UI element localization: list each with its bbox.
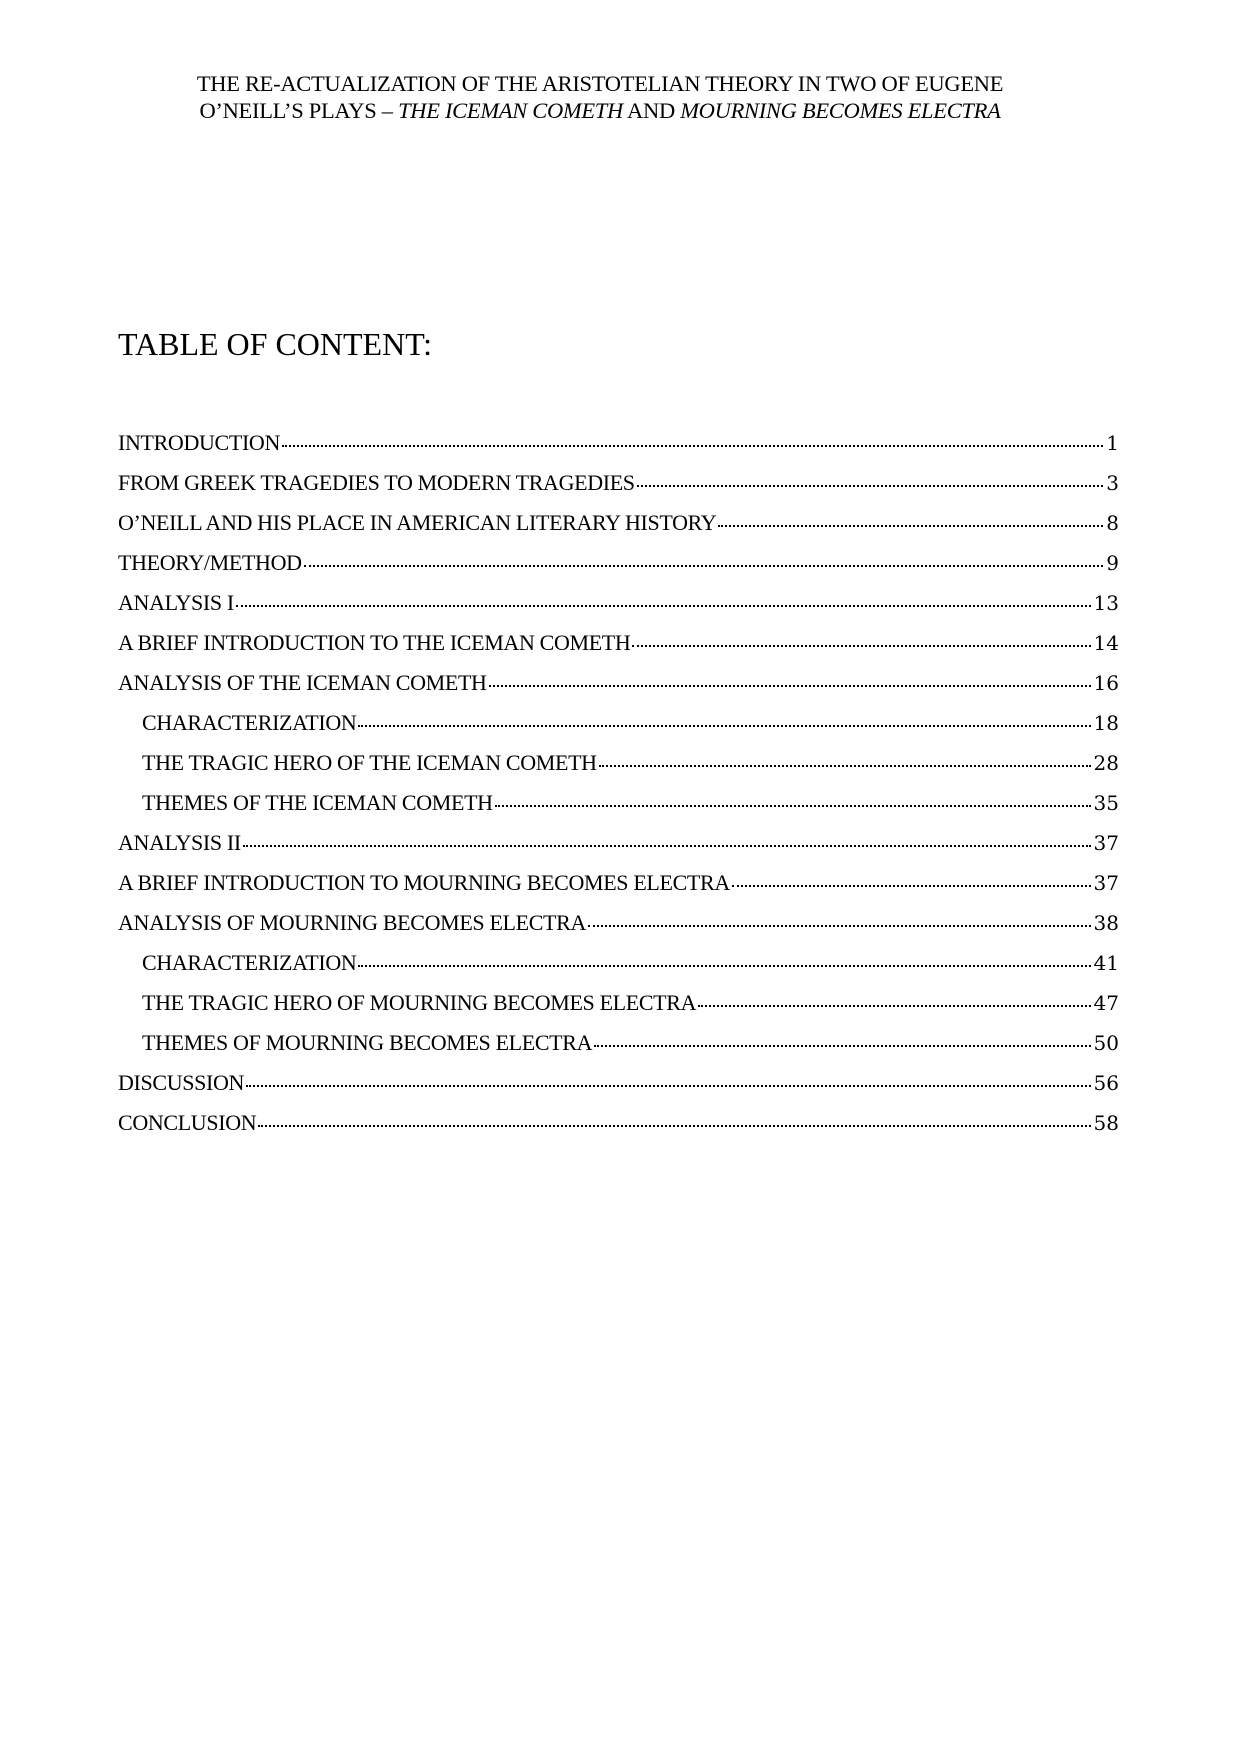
toc-entry-page: 18	[1093, 711, 1119, 735]
toc-entry-page: 56	[1093, 1071, 1119, 1095]
toc-entry-greek-to-modern[interactable]	[118, 463, 1119, 503]
dot-leader	[236, 605, 1091, 607]
title-line-2-prefix: O’NEILL’S PLAYS –	[199, 98, 399, 123]
toc-entry-page: 28	[1093, 751, 1119, 775]
title-line-2	[100, 97, 1100, 124]
toc-entry-theory-method[interactable]	[118, 543, 1119, 583]
dot-leader	[698, 1005, 1090, 1007]
toc-entry-page: 9	[1106, 551, 1119, 575]
toc-entry-characterization-iceman[interactable]	[118, 703, 1119, 743]
toc-entry-label: THEORY/METHOD	[118, 550, 302, 575]
toc-entry-page: 58	[1093, 1111, 1119, 1135]
toc-entry-themes-iceman[interactable]	[118, 783, 1119, 823]
document-title	[100, 70, 1100, 124]
dot-leader	[495, 805, 1091, 807]
play-title-iceman-cometh: THE ICEMAN COMETH	[398, 98, 623, 123]
toc-entry-page: 47	[1093, 991, 1119, 1015]
toc-entry-label: CHARACTERIZATION	[142, 950, 357, 975]
toc-entry-label: ANALYSIS OF MOURNING BECOMES ELECTRA	[118, 910, 587, 935]
dot-leader	[718, 525, 1103, 527]
toc-entry-label: CONCLUSION	[118, 1110, 257, 1135]
toc-entry-page: 37	[1093, 871, 1119, 895]
toc-heading: TABLE OF CONTENT:	[118, 326, 433, 362]
dot-leader	[358, 965, 1090, 967]
toc-entry-label: INTRODUCTION	[118, 430, 281, 455]
toc-entry-page: 8	[1106, 511, 1119, 535]
toc-entry-page: 38	[1093, 911, 1119, 935]
toc-entry-themes-mourning[interactable]	[118, 1023, 1119, 1063]
toc-entry-page: 37	[1093, 831, 1119, 855]
toc-entry-label: THEMES OF THE ICEMAN COMETH	[142, 790, 493, 815]
toc-entry-label: THE TRAGIC HERO OF THE ICEMAN COMETH	[142, 750, 597, 775]
toc-entry-label: ANALYSIS OF THE ICEMAN COMETH	[118, 670, 487, 695]
toc-entry-label: O’NEILL AND HIS PLACE IN AMERICAN LITERARY HISTORY	[118, 510, 717, 535]
toc-entry-tragic-hero-mourning[interactable]	[118, 983, 1119, 1023]
toc-entry-page: 13	[1093, 591, 1119, 615]
play-title-mourning-becomes-electra: MOURNING BECOMES ELECTRA	[680, 98, 1001, 123]
dot-leader	[594, 1045, 1090, 1047]
dot-leader	[588, 925, 1091, 927]
toc-entry-page: 16	[1093, 671, 1119, 695]
toc-entry-page: 41	[1093, 951, 1119, 975]
toc-entry-label: A BRIEF INTRODUCTION TO THE ICEMAN COMETH	[118, 630, 631, 655]
dot-leader	[358, 725, 1090, 727]
toc-entry-conclusion[interactable]	[118, 1103, 1119, 1143]
toc-entry-label: FROM GREEK TRAGEDIES TO MODERN TRAGEDIES	[118, 470, 635, 495]
dot-leader	[243, 845, 1091, 847]
toc-entry-intro-iceman[interactable]	[118, 623, 1119, 663]
toc-entry-page: 3	[1106, 471, 1119, 495]
dot-leader	[632, 645, 1090, 647]
toc-entry-page: 35	[1093, 791, 1119, 815]
toc-entry-label: THE TRAGIC HERO OF MOURNING BECOMES ELECTRA	[142, 990, 697, 1015]
dot-leader	[282, 445, 1103, 447]
toc-entry-label: DISCUSSION	[118, 1070, 245, 1095]
toc-entry-discussion[interactable]	[118, 1063, 1119, 1103]
dot-leader	[489, 685, 1091, 687]
toc-entry-characterization-mourning[interactable]	[118, 943, 1119, 983]
toc-entry-label: A BRIEF INTRODUCTION TO MOURNING BECOMES ELECTRA	[118, 870, 730, 895]
dot-leader	[246, 1085, 1090, 1087]
title-line-1: THE RE-ACTUALIZATION OF THE ARISTOTELIAN THEORY IN TWO OF EUGENE	[196, 71, 1004, 96]
dot-leader	[599, 765, 1091, 767]
toc-entry-page: 14	[1093, 631, 1119, 655]
toc-entry-introduction[interactable]	[118, 423, 1119, 463]
toc-entry-label: ANALYSIS II	[118, 830, 241, 855]
dot-leader	[258, 1125, 1090, 1127]
toc-entry-label: ANALYSIS I	[118, 590, 234, 615]
toc-entry-analysis-1[interactable]	[118, 583, 1119, 623]
dot-leader	[732, 885, 1091, 887]
dot-leader	[637, 485, 1104, 487]
toc-entry-page: 1	[1106, 431, 1119, 455]
toc-entry-intro-mourning[interactable]	[118, 863, 1119, 903]
toc-entry-analysis-iceman[interactable]	[118, 663, 1119, 703]
toc-entry-analysis-2[interactable]	[118, 823, 1119, 863]
dot-leader	[304, 565, 1104, 567]
toc-entry-analysis-mourning[interactable]	[118, 903, 1119, 943]
toc-entry-tragic-hero-iceman[interactable]	[118, 743, 1119, 783]
table-of-contents	[118, 423, 1119, 1143]
toc-entry-label: CHARACTERIZATION	[142, 710, 357, 735]
toc-entry-page: 50	[1093, 1031, 1119, 1055]
title-line-2-middle: AND	[622, 98, 681, 123]
toc-entry-label: THEMES OF MOURNING BECOMES ELECTRA	[142, 1030, 593, 1055]
toc-entry-oneill-place[interactable]	[118, 503, 1119, 543]
